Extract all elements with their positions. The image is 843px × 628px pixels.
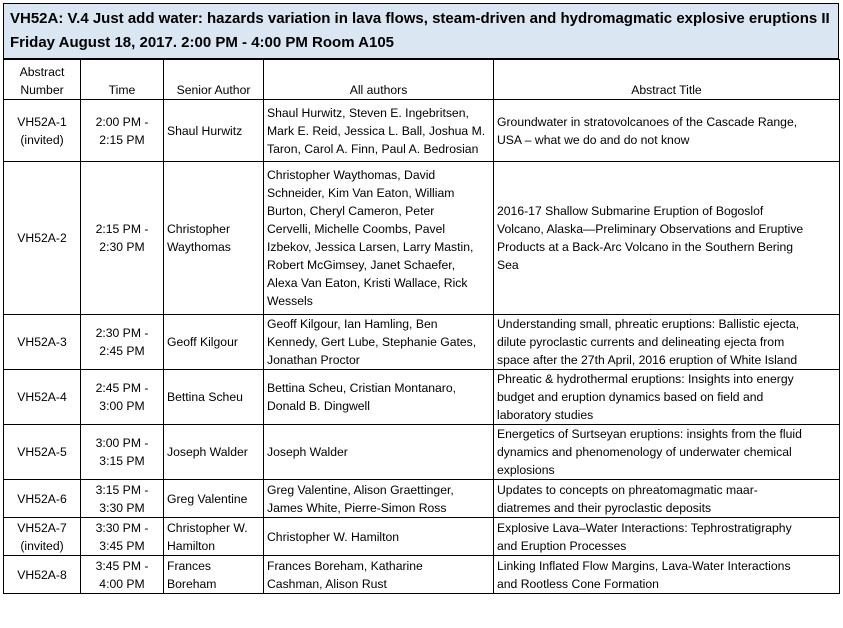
abstract-title: Linking Inflated Flow Margins, Lava-Water Interactions and Rootless Cone Formation xyxy=(494,556,840,594)
abstract-title: Phreatic & hydrothermal eruptions: Insights into energy budget and eruption dynamics based on field and laboratory studies xyxy=(494,370,840,425)
table-row xyxy=(4,518,840,556)
abstract-number: VH52A-3 xyxy=(4,315,81,370)
all-authors: Christopher W. Hamilton xyxy=(264,518,494,556)
senior-author: Frances Boreham xyxy=(164,556,264,594)
table-row xyxy=(4,425,840,480)
table-header-row xyxy=(4,60,840,100)
abstract-number: VH52A-2 xyxy=(4,162,81,315)
abstract-number: VH52A-7 (invited) xyxy=(4,518,81,556)
session-title: VH52A: V.4 Just add water: hazards variation in lava flows, steam-driven and hydromagmatic explosive eruptions II xyxy=(10,10,830,27)
header-abstract-title: Abstract Title xyxy=(494,60,840,100)
header-senior-author: Senior Author xyxy=(164,60,264,100)
time-slot: 2:15 PM - 2:30 PM xyxy=(81,162,164,315)
all-authors: Christopher Waythomas, David Schneider, Kim Van Eaton, William Burton, Cheryl Cameron, Peter Cervelli, Michelle Coombs, Pavel Izbekov, Jessica Larsen, Larry Mastin, Robert McGimsey, Janet Schaefer, Alexa Van Eaton, Kristi Wallace, Rick Wessels xyxy=(264,162,494,315)
abstract-number: VH52A-1 (invited) xyxy=(4,100,81,162)
time-slot: 3:00 PM - 3:15 PM xyxy=(81,425,164,480)
senior-author: Greg Valentine xyxy=(164,480,264,518)
time-slot: 2:30 PM - 2:45 PM xyxy=(81,315,164,370)
senior-author: Bettina Scheu xyxy=(164,370,264,425)
abstract-number: VH52A-5 xyxy=(4,425,81,480)
all-authors: Joseph Walder xyxy=(264,425,494,480)
abstract-title: Explosive Lava–Water Interactions: Tephrostratigraphy and Eruption Processes xyxy=(494,518,840,556)
senior-author: Christopher Waythomas xyxy=(164,162,264,315)
header-abstract-number: Abstract Number xyxy=(4,60,81,100)
abstract-title: Groundwater in stratovolcanoes of the Cascade Range, USA – what we do and do not know xyxy=(494,100,840,162)
abstract-number: VH52A-6 xyxy=(4,480,81,518)
table-row xyxy=(4,315,840,370)
session-header xyxy=(3,3,839,59)
time-slot: 3:45 PM - 4:00 PM xyxy=(81,556,164,594)
senior-author: Joseph Walder xyxy=(164,425,264,480)
abstract-title: 2016-17 Shallow Submarine Eruption of Bogoslof Volcano, Alaska—Preliminary Observations and Eruptive Products at a Back-Arc Volcano in the Southern Bering Sea xyxy=(494,162,840,315)
all-authors: Bettina Scheu, Cristian Montanaro, Donald B. Dingwell xyxy=(264,370,494,425)
all-authors: Greg Valentine, Alison Graettinger, James White, Pierre-Simon Ross xyxy=(264,480,494,518)
table-row xyxy=(4,162,840,315)
time-slot: 2:00 PM - 2:15 PM xyxy=(81,100,164,162)
session-subtitle: Friday August 18, 2017. 2:00 PM - 4:00 PM Room A105 xyxy=(10,34,395,51)
abstract-table xyxy=(3,59,840,594)
abstract-title: Updates to concepts on phreatomagmatic maar- diatremes and their pyroclastic deposits xyxy=(494,480,840,518)
abstract-title: Understanding small, phreatic eruptions: Ballistic ejecta, dilute pyroclastic currents and delineating ejecta from space after the 27th April, 2016 eruption of White Island xyxy=(494,315,840,370)
abstract-title: Energetics of Surtseyan eruptions: insights from the fluid dynamics and phenomenology of underwater chemical explosions xyxy=(494,425,840,480)
table-row xyxy=(4,370,840,425)
all-authors: Geoff Kilgour, Ian Hamling, Ben Kennedy, Gert Lube, Stephanie Gates, Jonathan Proctor xyxy=(264,315,494,370)
session-page xyxy=(3,3,839,594)
all-authors: Frances Boreham, Katharine Cashman, Alison Rust xyxy=(264,556,494,594)
all-authors: Shaul Hurwitz, Steven E. Ingebritsen, Mark E. Reid, Jessica L. Ball, Joshua M. Taron, Carol A. Finn, Paul A. Bedrosian xyxy=(264,100,494,162)
table-row xyxy=(4,480,840,518)
table-row xyxy=(4,556,840,594)
time-slot: 3:15 PM - 3:30 PM xyxy=(81,480,164,518)
header-all-authors: All authors xyxy=(264,60,494,100)
table-row xyxy=(4,100,840,162)
abstract-number: VH52A-4 xyxy=(4,370,81,425)
abstract-number: VH52A-8 xyxy=(4,556,81,594)
header-time: Time xyxy=(81,60,164,100)
time-slot: 2:45 PM - 3:00 PM xyxy=(81,370,164,425)
senior-author: Shaul Hurwitz xyxy=(164,100,264,162)
senior-author: Geoff Kilgour xyxy=(164,315,264,370)
time-slot: 3:30 PM - 3:45 PM xyxy=(81,518,164,556)
senior-author: Christopher W. Hamilton xyxy=(164,518,264,556)
